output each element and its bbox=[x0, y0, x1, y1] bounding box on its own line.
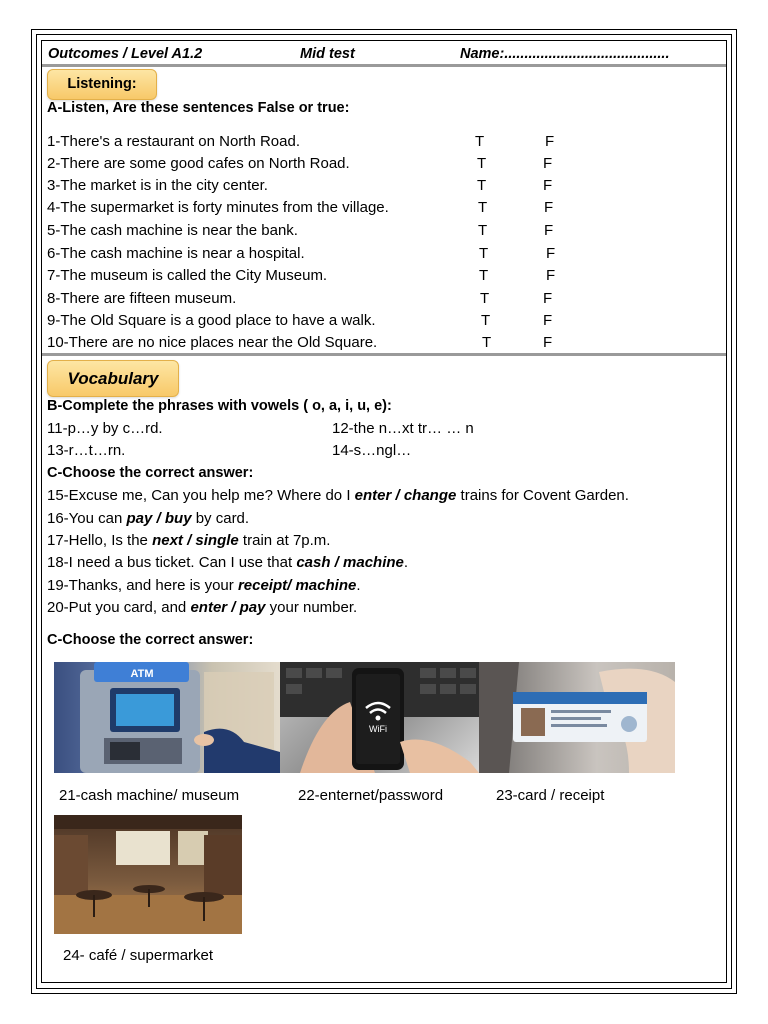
picture-caption: 21-cash machine/ museum bbox=[59, 787, 240, 804]
false-option[interactable]: F bbox=[543, 290, 553, 307]
name-field[interactable]: Name:......................................... bbox=[460, 46, 670, 62]
test-header bbox=[48, 45, 724, 65]
cafe-photo bbox=[54, 815, 242, 934]
header-divider bbox=[42, 64, 726, 67]
atm-photo bbox=[54, 662, 280, 773]
vocab-b-item: 12-the n…xt tr… … n bbox=[332, 420, 474, 437]
listening-item: 3-The market is in the city center. bbox=[47, 177, 268, 194]
vocab-b-item: 13-r…t…rn. bbox=[47, 442, 126, 459]
picture-caption: 23-card / receipt bbox=[496, 787, 605, 804]
picture-caption: 22-enternet/password bbox=[298, 787, 444, 804]
id-card-illustration bbox=[479, 662, 675, 773]
cafe-illustration bbox=[54, 815, 242, 934]
false-option[interactable]: F bbox=[543, 312, 553, 329]
listening-item: 10-There are no nice places near the Old Square. bbox=[47, 334, 378, 351]
wifi-phone-illustration bbox=[280, 662, 479, 773]
id-card-photo bbox=[479, 662, 675, 773]
listening-item: 9-The Old Square is a good place to have a walk. bbox=[47, 312, 376, 329]
vocab-b-instruction: B-Complete the phrases with vowels ( o, a, i, u, e): bbox=[47, 398, 392, 414]
false-option[interactable]: F bbox=[544, 199, 554, 216]
wifi-phone-photo bbox=[280, 662, 479, 773]
listening-item: 1-There's a restaurant on North Road. bbox=[47, 133, 300, 150]
atm-sign: ATM bbox=[130, 668, 154, 680]
false-option[interactable]: F bbox=[546, 267, 556, 284]
false-option[interactable]: F bbox=[543, 334, 553, 351]
choice-option[interactable]: enter / pay bbox=[190, 599, 266, 616]
true-option[interactable]: T bbox=[478, 199, 488, 216]
listening-tab: Listening: bbox=[47, 69, 157, 100]
vocab-b-item: 14-s…ngl… bbox=[332, 442, 412, 459]
wifi-label: WiFi bbox=[369, 724, 387, 734]
vocabulary-tab: Vocabulary bbox=[47, 360, 179, 397]
true-option[interactable]: T bbox=[480, 290, 490, 307]
vocab-b-item: 11-p…y by c…rd. bbox=[47, 420, 163, 437]
listening-instruction: A-Listen, Are these sentences False or true: bbox=[47, 100, 350, 116]
false-option[interactable]: F bbox=[545, 133, 555, 150]
vocab-c-item: 17-Hello, Is the next / single train at 7p.m. bbox=[47, 532, 331, 549]
test-title: Mid test bbox=[300, 46, 355, 62]
choice-option[interactable]: next / single bbox=[152, 532, 239, 549]
outcomes-level: Outcomes / Level A1.2 bbox=[48, 46, 203, 62]
section-divider bbox=[42, 353, 726, 356]
listening-item: 6-The cash machine is near a hospital. bbox=[47, 245, 305, 262]
true-option[interactable]: T bbox=[477, 155, 487, 172]
true-option[interactable]: T bbox=[479, 267, 489, 284]
choice-option[interactable]: cash / machine bbox=[296, 554, 404, 571]
vocab-c-item: 15-Excuse me, Can you help me? Where do I enter / change trains for Covent Garden. bbox=[47, 487, 629, 504]
listening-item: 4-The supermarket is forty minutes from the village. bbox=[47, 199, 389, 216]
false-option[interactable]: F bbox=[543, 177, 553, 194]
listening-item: 7-The museum is called the City Museum. bbox=[47, 267, 328, 284]
true-option[interactable]: T bbox=[478, 222, 488, 239]
listening-item: 2-There are some good cafes on North Road. bbox=[47, 155, 350, 172]
false-option[interactable]: F bbox=[546, 245, 556, 262]
true-option[interactable]: T bbox=[482, 334, 492, 351]
listening-item: 5-The cash machine is near the bank. bbox=[47, 222, 298, 239]
vocab-c-item: 18-I need a bus ticket. Can I use that cash / machine. bbox=[47, 554, 409, 571]
true-option[interactable]: T bbox=[477, 177, 487, 194]
vocab-c-item: 20-Put you card, and enter / pay your number. bbox=[47, 599, 358, 616]
vocab-c-item: 16-You can pay / buy by card. bbox=[47, 510, 250, 527]
choice-option[interactable]: pay / buy bbox=[126, 510, 192, 527]
vocab-c-item: 19-Thanks, and here is your receipt/ machine. bbox=[47, 577, 361, 594]
true-option[interactable]: T bbox=[481, 312, 491, 329]
listening-item: 8-There are fifteen museum. bbox=[47, 290, 237, 307]
choice-option[interactable]: enter / change bbox=[354, 487, 457, 504]
choice-option[interactable]: receipt/ machine bbox=[237, 577, 357, 594]
vocab-c-instruction: C-Choose the correct answer: bbox=[47, 465, 254, 481]
true-option[interactable]: T bbox=[475, 133, 485, 150]
picture-caption: 24- café / supermarket bbox=[63, 947, 214, 964]
false-option[interactable]: F bbox=[543, 155, 553, 172]
vocab-c2-instruction: C-Choose the correct answer: bbox=[47, 632, 254, 648]
atm-illustration bbox=[54, 662, 280, 773]
false-option[interactable]: F bbox=[544, 222, 554, 239]
true-option[interactable]: T bbox=[479, 245, 489, 262]
